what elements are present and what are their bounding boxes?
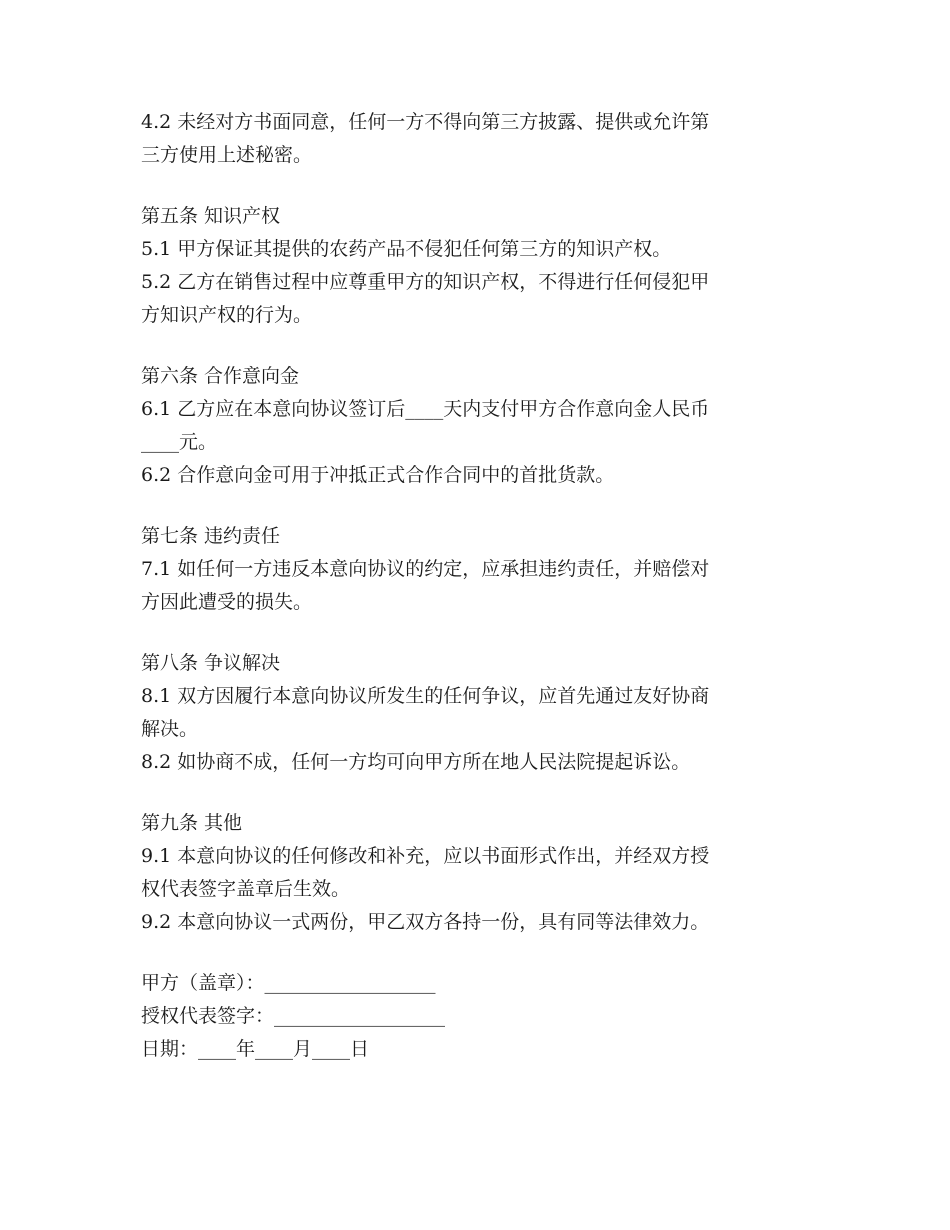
- paragraph-gap: [141, 779, 801, 807]
- paragraph-gap: [141, 619, 801, 647]
- clause-4-2-line-1: 4.2 未经对方书面同意，任何一方不得向第三方披露、提供或允许第: [141, 111, 710, 133]
- authorized-signature-line: 授权代表签字：__________________: [141, 1005, 446, 1027]
- clause-9-2: 9.2 本意向协议一式两份，甲乙双方各持一份，具有同等法律效力。: [141, 911, 710, 933]
- clause-5-1: 5.1 甲方保证其提供的农药产品不侵犯任何第三方的知识产权。: [141, 238, 672, 260]
- clause-8-1-line-1: 8.1 双方因履行本意向协议所发生的任何争议，应首先通过友好协商: [141, 685, 710, 707]
- clause-8-1-line-2: 解决。: [141, 718, 199, 740]
- clause-5-2-line-1: 5.2 乙方在销售过程中应尊重甲方的知识产权，不得进行任何侵犯甲: [141, 271, 710, 293]
- party-a-seal-line: 甲方（盖章）：__________________: [141, 972, 436, 994]
- document-body: [141, 106, 801, 1066]
- clause-4-2-line-2: 三方使用上述秘密。: [141, 144, 313, 166]
- article-9-heading: 第九条 其他: [141, 812, 243, 834]
- clause-7-1-line-2: 方因此遭受的损失。: [141, 591, 313, 613]
- clause-6-2: 6.2 合作意向金可用于冲抵正式合作合同中的首批货款。: [141, 464, 615, 486]
- paragraph-gap: [141, 172, 801, 200]
- article-5-heading: 第五条 知识产权: [141, 205, 281, 227]
- clause-7-1-line-1: 7.1 如任何一方违反本意向协议的约定，应承担违约责任，并赔偿对: [141, 558, 710, 580]
- article-7-heading: 第七条 违约责任: [141, 525, 281, 547]
- paragraph-gap: [141, 939, 801, 967]
- paragraph-gap: [141, 332, 801, 360]
- article-8-heading: 第八条 争议解决: [141, 652, 281, 674]
- clause-6-1-line-1: 6.1 乙方应在本意向协议签订后____天内支付甲方合作意向金人民币: [141, 398, 710, 420]
- clause-9-1-line-1: 9.1 本意向协议的任何修改和补充，应以书面形式作出，并经双方授: [141, 845, 710, 867]
- clause-6-1-line-2: ____元。: [141, 431, 218, 453]
- clause-5-2-line-2: 方知识产权的行为。: [141, 304, 313, 326]
- article-6-heading: 第六条 合作意向金: [141, 365, 300, 387]
- paragraph-gap: [141, 492, 801, 520]
- date-line: 日期：____年____月____日: [141, 1038, 370, 1060]
- clause-8-2: 8.2 如协商不成，任何一方均可向甲方所在地人民法院提起诉讼。: [141, 751, 691, 773]
- clause-9-1-line-2: 权代表签字盖章后生效。: [141, 878, 351, 900]
